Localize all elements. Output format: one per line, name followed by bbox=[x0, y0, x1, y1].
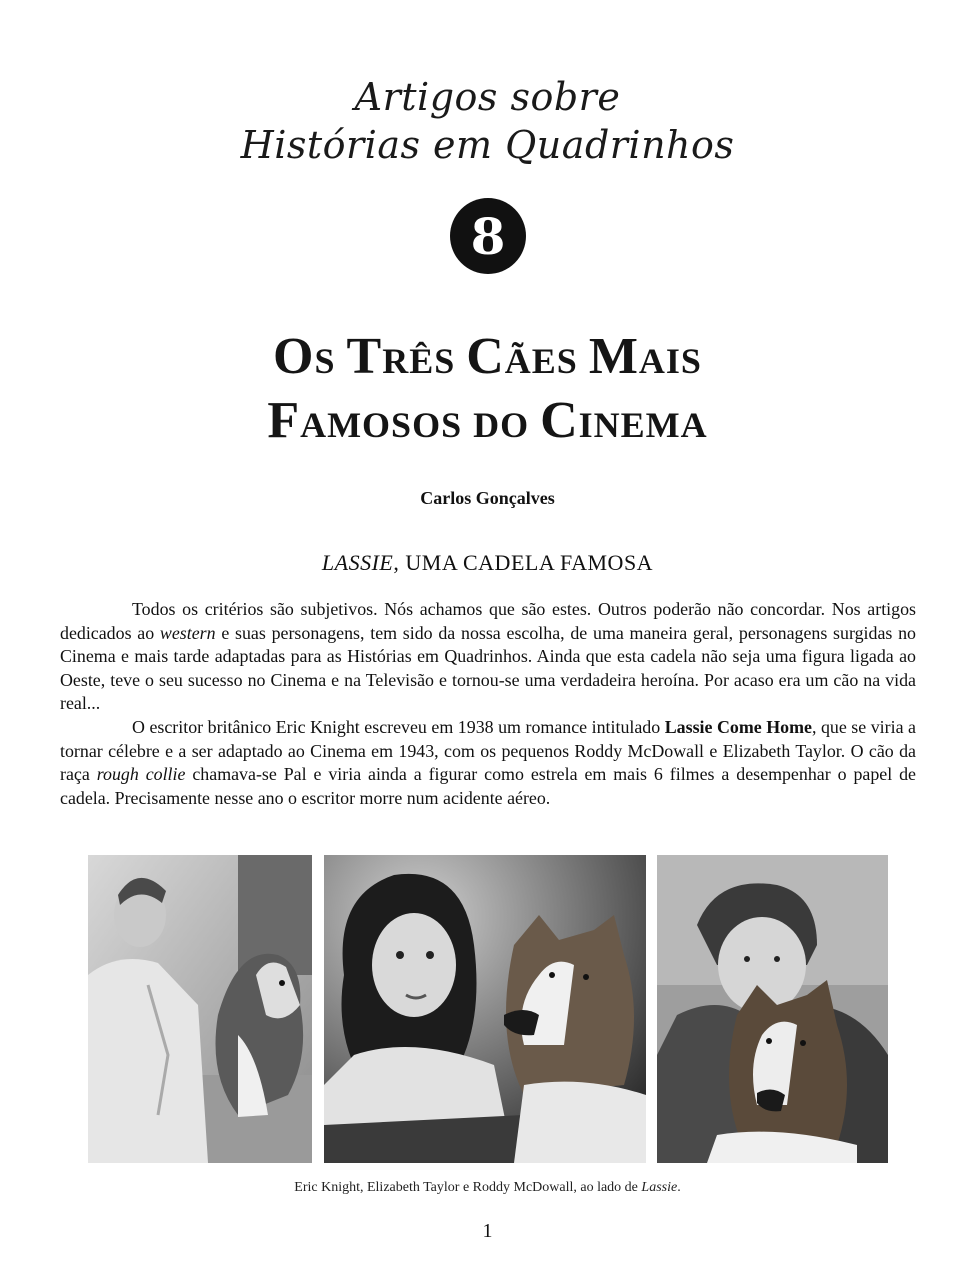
italic-term: rough collie bbox=[96, 764, 186, 785]
book-title: Lassie Come Home bbox=[664, 716, 812, 737]
title-word: Cães bbox=[466, 328, 578, 385]
photo-eric-knight-with-collie bbox=[88, 855, 312, 1163]
photo-roddy-mcdowall-with-collie bbox=[657, 855, 888, 1163]
series-title-line1: Artigos sobre bbox=[354, 75, 621, 119]
paragraph-text: Todos os critérios são subjetivos. Nós achamos que são estes. Outros poderão não concordar. Nos artigos dedicados ao bbox=[60, 599, 916, 643]
title-word: Famosos bbox=[267, 392, 463, 449]
title-word: Cinema bbox=[540, 392, 708, 449]
caption-text: . bbox=[677, 1180, 681, 1195]
paragraph-text: , que se viria a tornar célebre e a ser adaptado ao Cinema em 1943, com os pequenos Roddy McDowall e Elizabeth Taylor. O cão da raça bbox=[60, 716, 916, 785]
caption-italic: Lassie bbox=[641, 1180, 678, 1195]
paragraph-text: e suas personagens, tem sido da nossa escolha, de uma maneira geral, personagens surgidas no Cinema e mais tarde adaptadas para as Histórias em Quadrinhos. Ainda que esta cadela não seja uma figura ligada ao Oeste, teve o seu sucesso no Cinema e na Televisão e tornou-se uma verdadeira heroína. Por acaso era um cão na vida real... bbox=[60, 622, 916, 714]
article-body bbox=[60, 598, 916, 810]
article-title-line2 bbox=[0, 392, 975, 453]
paragraph bbox=[60, 716, 916, 810]
section-heading-rest: , UMA CADELA FAMOSA bbox=[393, 550, 654, 575]
italic-term: western bbox=[159, 622, 216, 643]
paragraph bbox=[60, 598, 916, 716]
paragraph-text: chamava-se Pal e viria ainda a figurar como estrela em mais 6 filmes a desempenhar o papel de cadela. Precisamente nesse ano o escritor morre num acidente aéreo. bbox=[60, 764, 916, 808]
article-title-line1 bbox=[0, 328, 975, 389]
title-word: Três bbox=[346, 328, 456, 385]
author-name: Carlos Gonçalves bbox=[420, 488, 555, 508]
photo-elizabeth-taylor-with-collie bbox=[324, 855, 646, 1163]
series-title-line2: Histórias em Quadrinhos bbox=[240, 123, 735, 167]
section-heading bbox=[0, 550, 975, 576]
caption-text: Eric Knight, Elizabeth Taylor e Roddy McDowall, ao lado de bbox=[294, 1180, 642, 1195]
page-number: 1 bbox=[482, 1220, 493, 1242]
paragraph-text: O escritor britânico Eric Knight escreveu em 1938 um romance intitulado bbox=[132, 716, 665, 737]
issue-number-badge: 8 bbox=[450, 198, 526, 274]
title-word: Mais bbox=[588, 328, 702, 385]
title-word: Os bbox=[273, 328, 336, 385]
figure-caption bbox=[0, 1180, 975, 1196]
section-heading-italic: LASSIE bbox=[321, 550, 394, 575]
title-word: do bbox=[473, 392, 530, 449]
